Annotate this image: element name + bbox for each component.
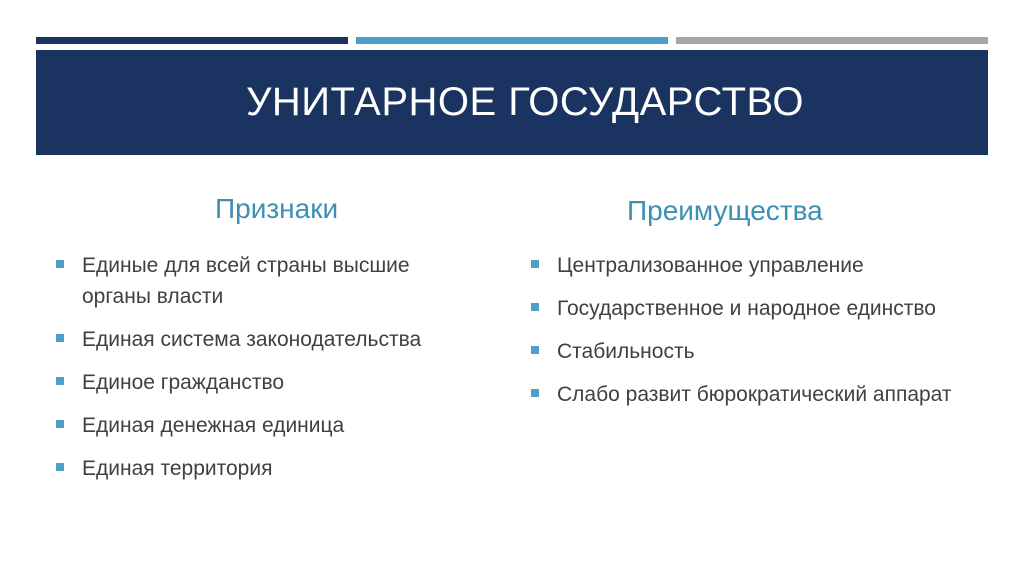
- accent-bar-gray: [676, 37, 988, 44]
- square-bullet-icon: [531, 303, 539, 311]
- accent-bar-dark: [36, 37, 348, 44]
- list-item: [56, 324, 476, 355]
- list-item: [531, 250, 971, 281]
- heading-advantages: Преимущества: [627, 195, 823, 226]
- list-item-text: Единая территория: [82, 457, 273, 480]
- list-item-text: Единая денежная единица: [82, 414, 345, 437]
- list-item-text: Централизованное управление: [557, 254, 864, 277]
- list-item: [531, 379, 971, 410]
- square-bullet-icon: [56, 334, 64, 342]
- list-item-text: Слабо развит бюрократический аппарат: [557, 383, 952, 406]
- title-band: [36, 50, 988, 155]
- list-item: [531, 293, 971, 324]
- list-item: [56, 250, 476, 312]
- list-item: [56, 453, 476, 484]
- list-item-text: Государственное и народное единство: [557, 297, 936, 320]
- square-bullet-icon: [56, 260, 64, 268]
- features-list: [56, 250, 476, 496]
- list-item: [531, 336, 971, 367]
- square-bullet-icon: [56, 463, 64, 471]
- list-item-text: Единые для всей страны высшие органы власти: [82, 254, 410, 308]
- accent-bar-blue: [356, 37, 668, 44]
- list-item-text: Стабильность: [557, 340, 695, 363]
- heading-features: Признаки: [215, 193, 339, 224]
- list-item-text: Единое гражданство: [82, 371, 285, 394]
- square-bullet-icon: [531, 389, 539, 397]
- square-bullet-icon: [531, 346, 539, 354]
- slide-title: УНИТАРНОЕ ГОСУДАРСТВО: [246, 80, 804, 124]
- advantages-list: [531, 250, 971, 422]
- square-bullet-icon: [56, 377, 64, 385]
- list-item: [56, 410, 476, 441]
- list-item-text: Единая система законодательства: [82, 328, 422, 351]
- square-bullet-icon: [56, 420, 64, 428]
- list-item: [56, 367, 476, 398]
- square-bullet-icon: [531, 260, 539, 268]
